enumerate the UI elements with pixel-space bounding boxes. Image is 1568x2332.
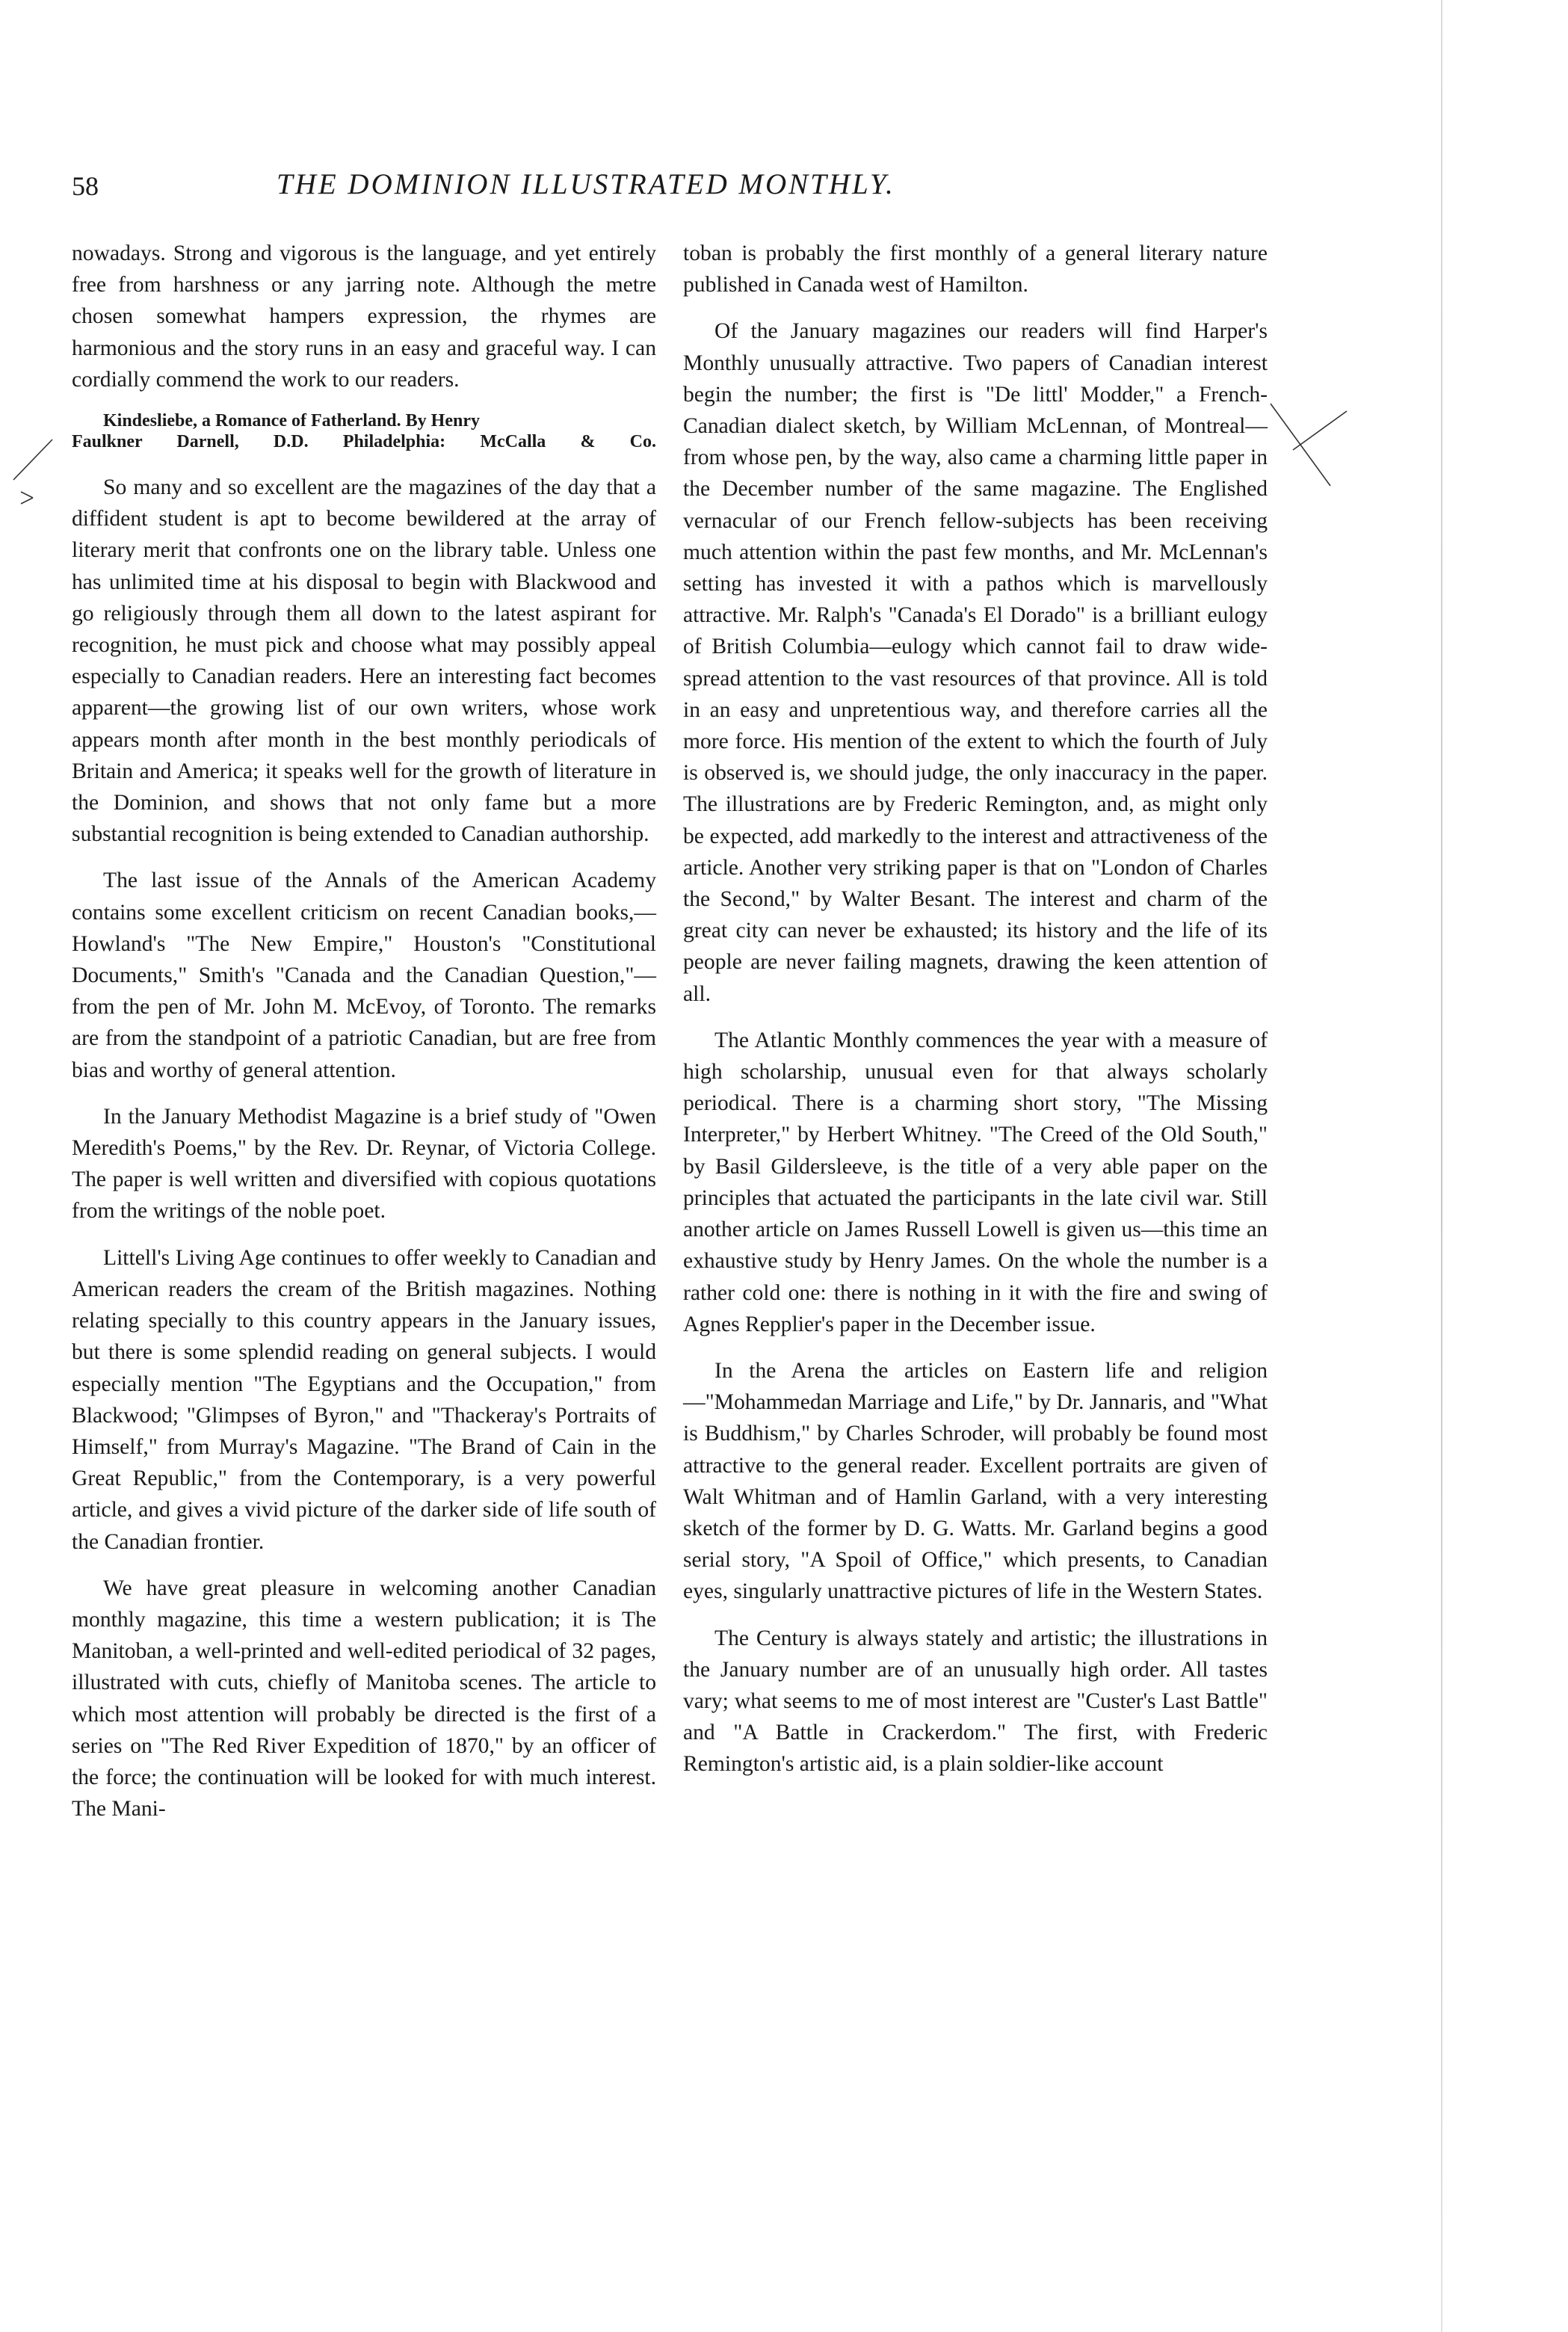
margin-cross-mark <box>1263 396 1353 501</box>
book-notice <box>72 410 656 452</box>
book-notice-line: Faulkner Darnell, D.D. Philadelphia: McCalla & Co. <box>72 432 656 452</box>
paragraph: We have great pleasure in welcoming another Canadian monthly magazine, this time a western publication; it is The Manitoban, a well-printed and well-edited periodical of 32 pages, illustrated with cuts, chiefly of Manitoba scenes. The article to which most attention will probably be directed is the first of a series on "The Red River Expedition of 1870," by an officer of the force; the continuation will be looked for with much interest. The Mani- <box>72 1576 656 1822</box>
left-column <box>72 238 656 1839</box>
page-header <box>72 167 1021 212</box>
paragraph: toban is probably the first monthly of a general literary nature published in Canada west of Hamilton. <box>683 241 1268 297</box>
paragraph: The Century is always stately and artistic; the illustrations in the January number are of an unusually high order. All tastes vary; what seems to me of most interest are "Custer's Last Battle" and "A Battle in Crackerdom." The first, with Frederic Remington's artistic aid, is a plain soldier-like account <box>683 1626 1268 1777</box>
margin-pencil-mark <box>6 426 66 508</box>
paragraph: nowadays. Strong and vigorous is the language, and yet entirely free from harshness or any jarring note. Although the metre chosen somewhat hampers expression, the rhymes are harmonious and the story runs in an easy and graceful way. I can cordially commend the work to our readers. <box>72 241 656 392</box>
book-notice-line: Kindesliebe, a Romance of Fatherland. By Henry <box>103 411 480 431</box>
right-column <box>683 238 1268 1795</box>
paragraph: In the Arena the articles on Eastern life and religion—"Mohammedan Marriage and Life," by Dr. Jannaris, and "What is Buddhism," by Charles Schroder, will probably be found most attractive to the general reader. Excellent portraits are given of Walt Whitman and of Hamlin Garland, with a very interesting sketch of the former by D. G. Watts. Mr. Garland begins a good serial story, "A Spoil of Office," which presents, to Canadian eyes, singularly unattractive pictures of life in the Western States. <box>683 1358 1268 1604</box>
paragraph: Of the January magazines our readers will find Harper's Monthly unusually attractive. Two papers of Canadian interest begin the number; the first is "De littl' Modder," a French-Canadian dialect sketch, by William McLennan, of Montreal—from whose pen, by the way, also came a charming little paper in the December number of the same magazine. The Englished vernacular of our French fellow-subjects has been receiving much attention within the past few months, and Mr. McLennan's setting has invested it with a pathos which is marvellously attractive. Mr. Ralph's "Canada's El Dorado" is a brilliant eulogy of British Columbia—eulogy which cannot fail to draw wide-spread attention to the vast resources of that province. All is told in an easy and unpretentious way, and therefore carries all the more force. His mention of the extent to which the fourth of July is observed is, we should judge, the only inaccuracy in the paper. The illustrations are by Frederic Remington, and, as might only be expected, add markedly to the interest and attractiveness of the article. Another very striking paper is that on "London of Charles the Second," by Walter Besant. The interest and charm of the great city can never be exhausted; its history and the life of its people are never failing magnets, drawing the keen attention of all. <box>683 319 1268 1006</box>
running-title: THE DOMINION ILLUSTRATED MONTHLY. <box>277 168 895 200</box>
paragraph: So many and so excellent are the magazines of the day that a diffident student is apt to become bewildered at the array of literary merit that confronts one on the library table. Unless one has unlimited time at his disposal to begin with Blackwood and go religiously through them all down to the latest aspirant for recognition, he must pick and choose what may possibly appeal especially to Canadian readers. Here an interesting fact becomes apparent—the growing list of our own writers, whose work appears month after month in the best monthly periodicals of Britain and America; it speaks well for the growth of literature in the Dominion, and shows that not only fame but a more substantial recognition is being extended to Canadian authorship. <box>72 475 656 847</box>
page-number: 58 <box>72 171 99 201</box>
paragraph: Littell's Living Age continues to offer weekly to Canadian and American readers the cream of the British magazines. Nothing relating specially to this country appears in the January issues, but there is some splendid reading on general subjects. I would especially mention "The Egyptians and the Occupation," from Blackwood; "Glimpses of Byron," and "Thackeray's Portraits of Himself," from Murray's Magazine. "The Brand of Cain in the Great Republic," from the Contemporary, is a very powerful article, and gives a vivid picture of the darker side of life south of the Canadian frontier. <box>72 1245 656 1554</box>
paragraph: In the January Methodist Magazine is a brief study of "Owen Meredith's Poems," by the Rev. Dr. Reynar, of Victoria College. The paper is well written and diversified with copious quotations from the writings of the noble poet. <box>72 1104 656 1224</box>
paragraph: The last issue of the Annals of the American Academy contains some excellent criticism on recent Canadian books,—Howland's "The New Empire," Houston's "Constitutional Documents," Smith's "Canada and the Canadian Question,"—from the pen of Mr. John M. McEvoy, of Toronto. The remarks are from the standpoint of a patriotic Canadian, but are free from bias and worthy of general attention. <box>72 869 656 1082</box>
paragraph: The Atlantic Monthly commences the year with a measure of high scholarship, unusual even for that always scholarly periodical. There is a charming short story, "The Missing Interpreter," by Herbert Whitney. "The Creed of the Old South," by Basil Gildersleeve, is the title of a very able paper on the principles that actuated the participants in the late civil war. Still another article on James Russell Lowell is given us—this time an exhaustive study by Henry James. On the whole the number is a rather cold one: there is nothing in it with the fire and swing of Agnes Repplier's paper in the December issue. <box>683 1028 1268 1336</box>
scan-edge-line <box>1441 0 1442 2332</box>
